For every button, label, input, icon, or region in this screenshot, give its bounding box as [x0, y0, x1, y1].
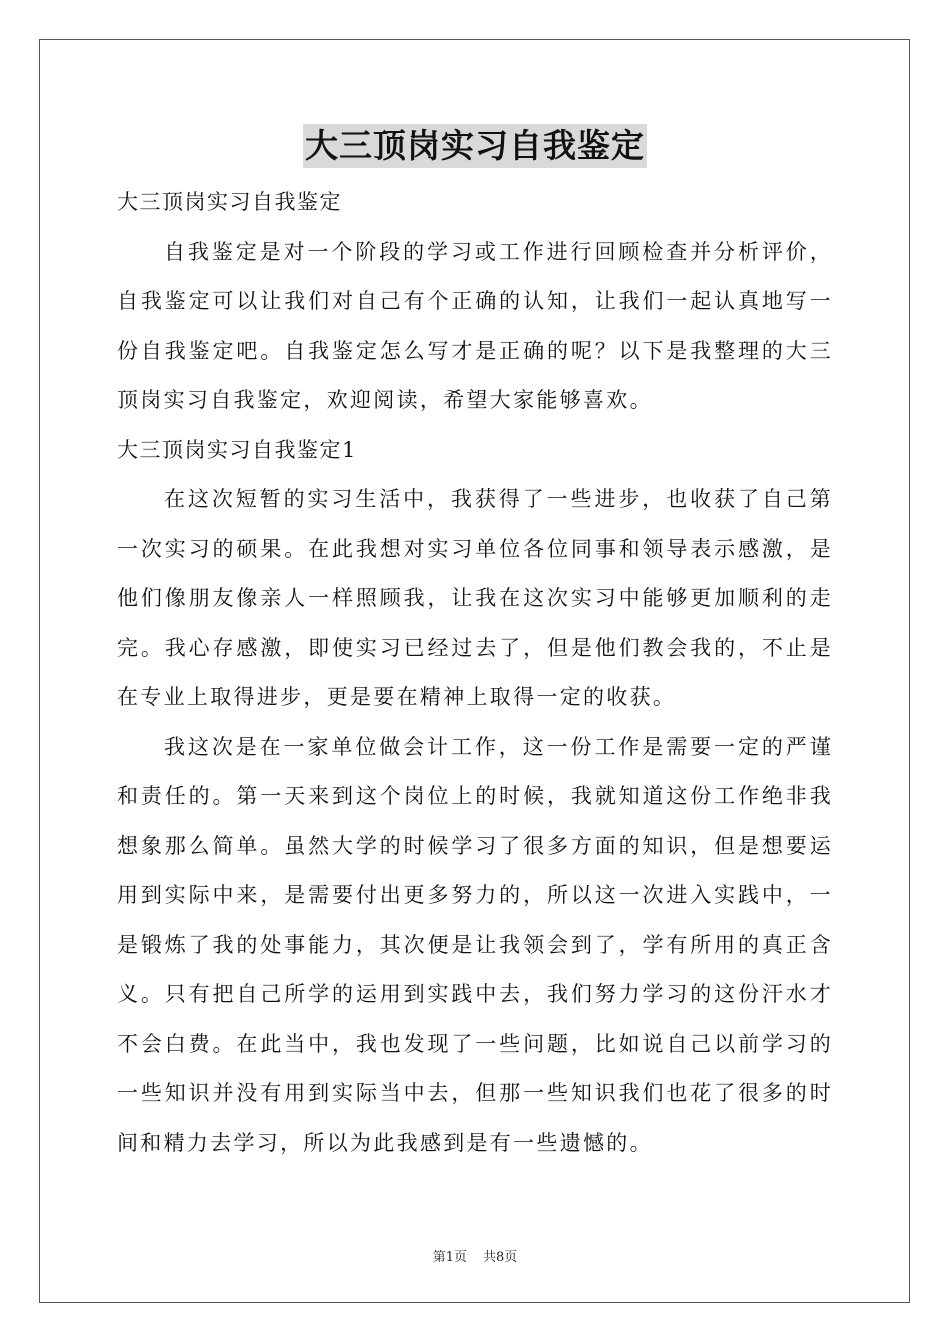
- page-footer: [0, 1246, 950, 1265]
- document-body: [117, 178, 833, 1168]
- document-title: 大三顶岗实习自我鉴定: [303, 124, 647, 168]
- page-total: 共8页: [483, 1250, 518, 1265]
- paragraph-intro: 自我鉴定是对一个阶段的学习或工作进行回顾检查并分析评价，自我鉴定可以让我们对自己有个正确的认知，让我们一起认真地写一份自我鉴定吧。自我鉴定怎么写才是正确的呢？以下是我整理的大三顶岗实习自我鉴定，欢迎阅读，希望大家能够喜欢。: [117, 239, 833, 412]
- paragraph-body-1: 在这次短暂的实习生活中，我获得了一些进步，也收获了自己第一次实习的硕果。在此我想对实习单位各位同事和领导表示感激，是他们像朋友像亲人一样照顾我，让我在这次实习中能够更加顺利的走完。我心存感激，即使实习已经过去了，但是他们教会我的，不止是在专业上取得进步，更是要在精神上取得一定的收获。: [117, 487, 833, 709]
- section-heading-intro: 大三顶岗实习自我鉴定: [117, 190, 342, 214]
- paragraph-body-2: 我这次是在一家单位做会计工作，这一份工作是需要一定的严谨和责任的。第一天来到这个岗位上的时候，我就知道这份工作绝非我想象那么简单。虽然大学的时候学习了很多方面的知识，但是想要运用到实际中来，是需要付出更多努力的，所以这一次进入实践中，一是锻炼了我的处事能力，其次便是让我领会到了，学有所用的真正含义。只有把自己所学的运用到实践中去，我们努力学习的这份汗水才不会白费。在此当中，我也发现了一些问题，比如说自己以前学习的一些知识并没有用到实际当中去，但那一些知识我们也花了很多的时间和精力去学习，所以为此我感到是有一些遗憾的。: [117, 734, 833, 1155]
- title-container: [0, 124, 950, 168]
- section-heading-1: 大三顶岗实习自我鉴定1: [117, 437, 357, 462]
- page-number: 第1页: [432, 1250, 467, 1265]
